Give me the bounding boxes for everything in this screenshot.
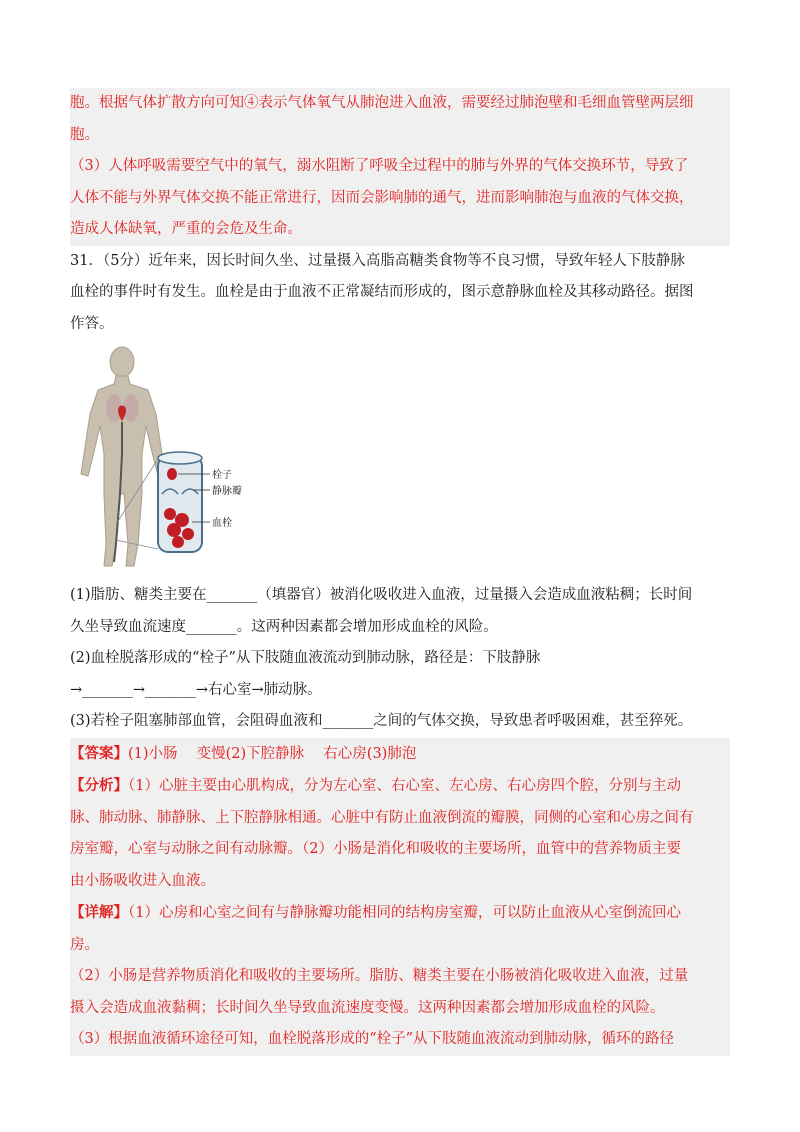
detail-tag: 【详解】 [70,904,128,921]
sub-question-line: (1)脂肪、糖类主要在_______（填器官）被消化吸收进入血液，过量摄入会造成血液粘稠；长时间 [70,587,693,603]
answer-line [70,738,730,771]
question-stem-line: 作答。 [70,315,114,332]
text-line: 造成人体缺氧，严重的会危及生命。 [70,221,302,237]
detail-line: （2）小肠是营养物质消化和吸收的主要场所。脂肪、糖类主要在小肠被消化吸收进入血液，过量 [70,968,689,984]
analysis-text: （1）心脏主要由心肌构成，分为左心室、右心室、左心房、右心房四个腔，分别与主动 [128,778,681,794]
detail-line: 房。 [70,936,99,953]
sub-question-line: (3)若栓子阻塞肺部血管，会阻碍血液和_______之间的气体交换，导致患者呼吸困难，甚至猝死。 [70,713,693,729]
figure-label-embolus: 栓子 [212,470,232,481]
text-line: 胞。根据气体扩散方向可知④表示气体氧气从肺泡进入血液，需要经过肺泡壁和毛细血管壁两层细 [70,95,694,111]
text-line: 人体不能与外界气体交换不能正常进行，因而会影响肺的通气，进而影响肺泡与血液的气体交换， [70,189,694,206]
human-body-illustration [70,344,270,572]
answer-text: (1)小肠 变慢(2)下腔静脉 右心房(3)肺泡 [128,745,417,762]
sub-question-line: (2)血栓脱落形成的“栓子”从下肢随血液流动到肺动脉，路径是：下肢静脉 [70,650,541,666]
detail-text: （1）心房和心室之间有与静脉瓣功能相同的结构房室瓣，可以防止血液从心室倒流回心 [128,905,681,921]
answer-continuation-block [70,88,730,246]
analysis-line [70,770,730,803]
document-page [70,88,730,1056]
text-line: 胞。 [70,126,99,143]
question-31 [70,246,730,738]
body-figure [70,344,730,576]
question-stem-line: 31．（5分）近年来，因长时间久坐、过量摄入高脂高糖类食物等不良习惯，导致年轻人下肢静脉 [70,252,685,269]
figure-label-thrombus: 血栓 [212,518,232,529]
solution-block [70,738,730,1056]
text-line: （3）人体呼吸需要空气中的氧气，溺水阻断了呼吸全过程中的肺与外界的气体交换环节，导致了 [70,158,689,174]
question-stem-line: 血栓的事件时有发生。血栓是由于血液不正常凝结而形成的，图示意静脉血栓及其移动路径。据图 [70,284,694,300]
answer-tag: 【答案】 [70,744,128,762]
analysis-line: 脉、肺动脉、肺静脉、上下腔静脉相通。心脏中有防止血液倒流的瓣膜，同侧的心室和心房之间有 [70,809,694,826]
detail-line: （3）根据血液循环途径可知，血栓脱落形成的“栓子”从下肢随血液流动到肺动脉，循环的路径 [70,1031,675,1047]
detail-line [70,897,730,930]
sub-question-line: 久坐导致血流速度_______。这两种因素都会增加形成血栓的风险。 [70,618,498,635]
figure-label-venous-valve: 静脉瓣 [212,486,242,497]
sub-question-line: →_______→_______→右心室→肺动脉。 [70,681,322,698]
analysis-line: 房室瓣，心室与动脉之间有动脉瓣。（2）小肠是消化和吸收的主要场所，血管中的营养物质主要 [70,841,681,857]
analysis-tag: 【分析】 [70,777,128,794]
detail-line: 摄入会造成血液黏稠；长时间久坐导致血流速度变慢。这两种因素都会增加形成血栓的风险。 [70,999,665,1016]
analysis-line: 由小肠吸收进入血液。 [70,872,215,889]
